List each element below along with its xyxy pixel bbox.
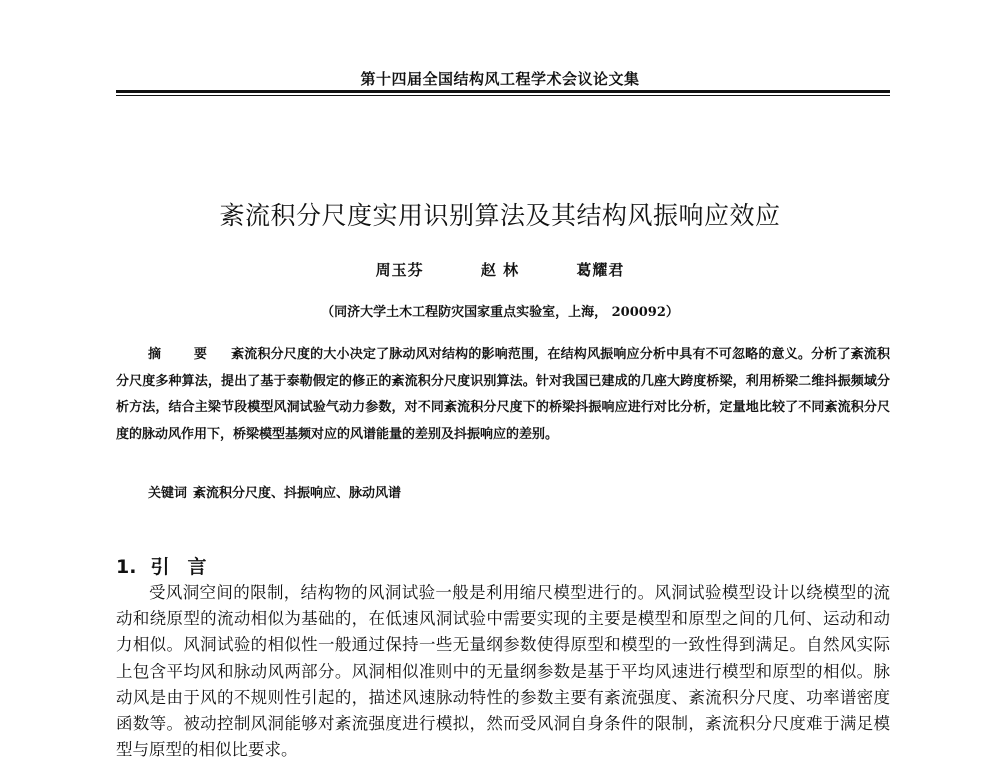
author-list bbox=[0, 259, 1000, 280]
section-heading bbox=[116, 552, 224, 579]
affiliation: （同济大学土木工程防灾国家重点实验室，上海， 200092） bbox=[321, 305, 679, 320]
running-head: 第十四届全国结构风工程学术会议论文集 bbox=[360, 70, 640, 88]
abstract bbox=[116, 342, 890, 448]
abstract-text: 紊流积分尺度的大小决定了脉动风对结构的影响范围，在结构风振响应分析中具有不可忽略的意义。分析了紊流积分尺度多种算法，提出了基于泰勒假定的修正的紊流积分尺度识别算法。针对我国已建成的几座大跨度桥梁，利用桥梁二维抖振频域分析方法，结合主梁节段模型风洞试验气动力参数，对不同紊流积分尺度下的桥梁抖振响应进行对比分析，定量地比较了不同紊流积分尺度的脉动风作用下，桥梁模型基频对应的风谱能量的差别及抖振响应的差别。 bbox=[116, 347, 890, 442]
body-paragraph: 受风洞空间的限制，结构物的风洞试验一般是利用缩尺模型进行的。风洞试验模型设计以绕模型的流动和绕原型的流动相似为基础的，在低速风洞试验中需要实现的主要是模型和原型之间的几何、运动和动力相似。风洞试验的相似性一般通过保持一些无量纲参数使得原型和模型的一致性得到满足。自然风实际上包含平均风和脉动风两部分。风洞相似准则中的无量纲参数是基于平均风速进行模型和原型的相似。脉动风是由于风的不规则性引起的，描述风速脉动特性的参数主要有紊流强度、紊流积分尺度、功率谱密度函数等。被动控制风洞能够对紊流强度进行模拟，然而受风洞自身条件的限制，紊流积分尺度难于满足模型与原型的相似比要求。 bbox=[116, 583, 890, 760]
author-name: 赵 林 bbox=[480, 261, 520, 279]
abstract-label: 摘 要 bbox=[148, 347, 222, 362]
author-name: 周玉芬 bbox=[375, 261, 424, 279]
keywords bbox=[148, 482, 401, 501]
author-name: 葛耀君 bbox=[576, 261, 625, 279]
section-number: 1. bbox=[116, 556, 137, 578]
header-rule bbox=[116, 90, 890, 96]
section-title: 引言 bbox=[150, 556, 225, 578]
paper-title: 紊流积分尺度实用识别算法及其结构风振响应效应 bbox=[219, 201, 781, 230]
keywords-text: 紊流积分尺度、抖振响应、脉动风谱 bbox=[193, 486, 402, 501]
keywords-label: 关键词 bbox=[148, 486, 188, 501]
